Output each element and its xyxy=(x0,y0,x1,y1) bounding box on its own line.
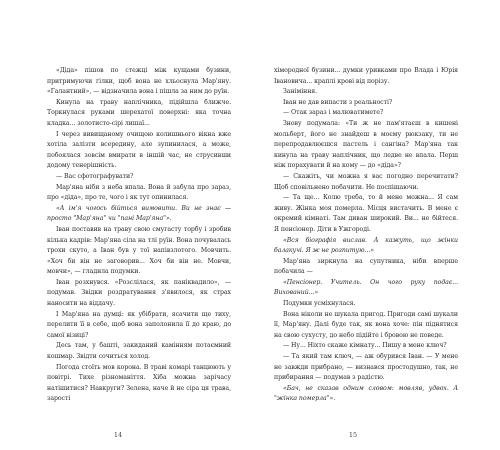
paragraph: І Мар'яна на думці: як убібрати, ясачити ще тиху, перелити її в себе, щоб вона заполонила її до краю, до самої візиці? xyxy=(47,310,231,339)
right-page-number: 15 xyxy=(348,431,358,439)
paragraph: «Пенсіонер. Учитель. Он чого руку подає... Вихований...» xyxy=(274,278,458,297)
paragraph: «Діда» пішов по стежці між кущами бузини, притримуючи гілки, щоб вона не хльоснула Мар'яну. «Галантний», — відзначила вона і пішла за ним до руїн. xyxy=(47,67,231,96)
paragraph: Мар'яна зиркнула на супутника, ніби вперше побачила — xyxy=(274,257,458,276)
left-page xyxy=(47,66,231,405)
paragraph: — Скажіть, чи можна я вас погодно перечитати? Щоб сповільнено побачити. Не поспішаючи. xyxy=(274,172,458,191)
paragraph: — Ну... Ніхто скаже кімнату... Пишу в мене ключ? xyxy=(283,342,447,350)
paragraph: Знову подумала: «Ти ж не пам'ятаєш в кишені мольберт, його не знайдеш в моєму рюкзаку, ти не перепродавлюєшся пастель і сангіна? Мар'яна так кинула на траву наплічник, що ледве не впала. Перш ніж порахувати й на кому — до «діда»? xyxy=(274,119,458,170)
paragraph: Іван поставив на траву свою смугасту торбу і зробив кілька кадрів: Мар'яна сіла на тлі руїн. Вона почувалась трохи скуто, а Іван був у тої напівзлотого. Мовчить. «Хоч би він не заговорив... Хоч би він не. Мовчи, мовчи», — гладила подумки. xyxy=(47,225,231,276)
paragraph: «А ім'я чогось бійться вимовити. Ви не знає — просто "Мар'яна" чи "пані Мар'яна"». xyxy=(47,204,231,223)
paragraph: «Бач, не сказав одним словом: мовляв, удвох. А "жінка померла"». xyxy=(274,384,458,403)
paragraph: Іван розхнувся. «Розслілася, як паніквадило», — подумав. Звідки роздратування з'явилося, як страх наносити на віддачу. xyxy=(47,278,231,308)
paragraph: Вона ніколи не шукала пригод. Пригоди самі шукали її, Мар'яну. Далі буде так, як вона хоче: пін піднятися на свою сухусту, до небо підійте і бровою не поведе. xyxy=(274,310,458,339)
paragraph: Мар'яна ніби з неба впала. Вона й забула про зараз, про «діда», про те, чого і як тут опинилася. xyxy=(47,183,231,202)
paragraph: Кинула на траву наплічника, підійшла ближче. Торкнулася руками шерехатої поверхні: яка точна кладка... золотисто-сірі лишаї... xyxy=(47,98,231,127)
paragraph: — Та ще... Колю треба, то й мене можна... Я сам живу. Жінка моя померла. Місця вистачить. В мене є окремий кімнаті. Там диван широкий. Ви... не бійтеся. Я пенсіонер. Діти в Ужгороді. xyxy=(274,194,458,233)
paragraph: Подумки усміхнулася. xyxy=(283,300,356,308)
paragraph: «Вся біографія вислав. А кажуть, що жінки балакучі. Я ж не розпитую...» xyxy=(274,236,458,255)
left-page-number: 14 xyxy=(113,431,123,439)
paragraph: І через вивищаному очищою колишнього вікна вже хотіла залізти всередину, але зупинилася, а може, побоялася зовсім вмирати в іншій час, не струсивши додому тенерішність. xyxy=(47,130,231,170)
paragraph: — Та який там ключ, — аж обурився Іван. — У мене не завжди прибрано, — визнався простодушно, так, не прибирання — подумав з радістю. xyxy=(274,353,458,382)
paragraph: Заніміння. xyxy=(283,88,318,96)
paragraph: — Отак зараз і малюватимете? xyxy=(283,109,384,117)
right-page xyxy=(274,66,458,405)
paragraph: Десь там, у башті, закиданий камінням потаємний кошмар. Звідти сочиться холод. xyxy=(47,342,231,361)
paragraph: Погода стоїть мов корона. В траві комарі танцюють у повітрі. Тихе різноманіття. Хіба можна зарічасу натішитися? Навкруги? Зелена, наче й не сіра ця трава, зарості xyxy=(47,363,231,403)
paragraph: хімородної бузини... думки уривками про Влада і Юрія Івановича... краплі крові від порізу. xyxy=(274,67,458,85)
paragraph: — Вас сфотографувати? xyxy=(56,172,134,180)
paragraph: Іван не дав випасти з реальності? xyxy=(283,98,393,106)
